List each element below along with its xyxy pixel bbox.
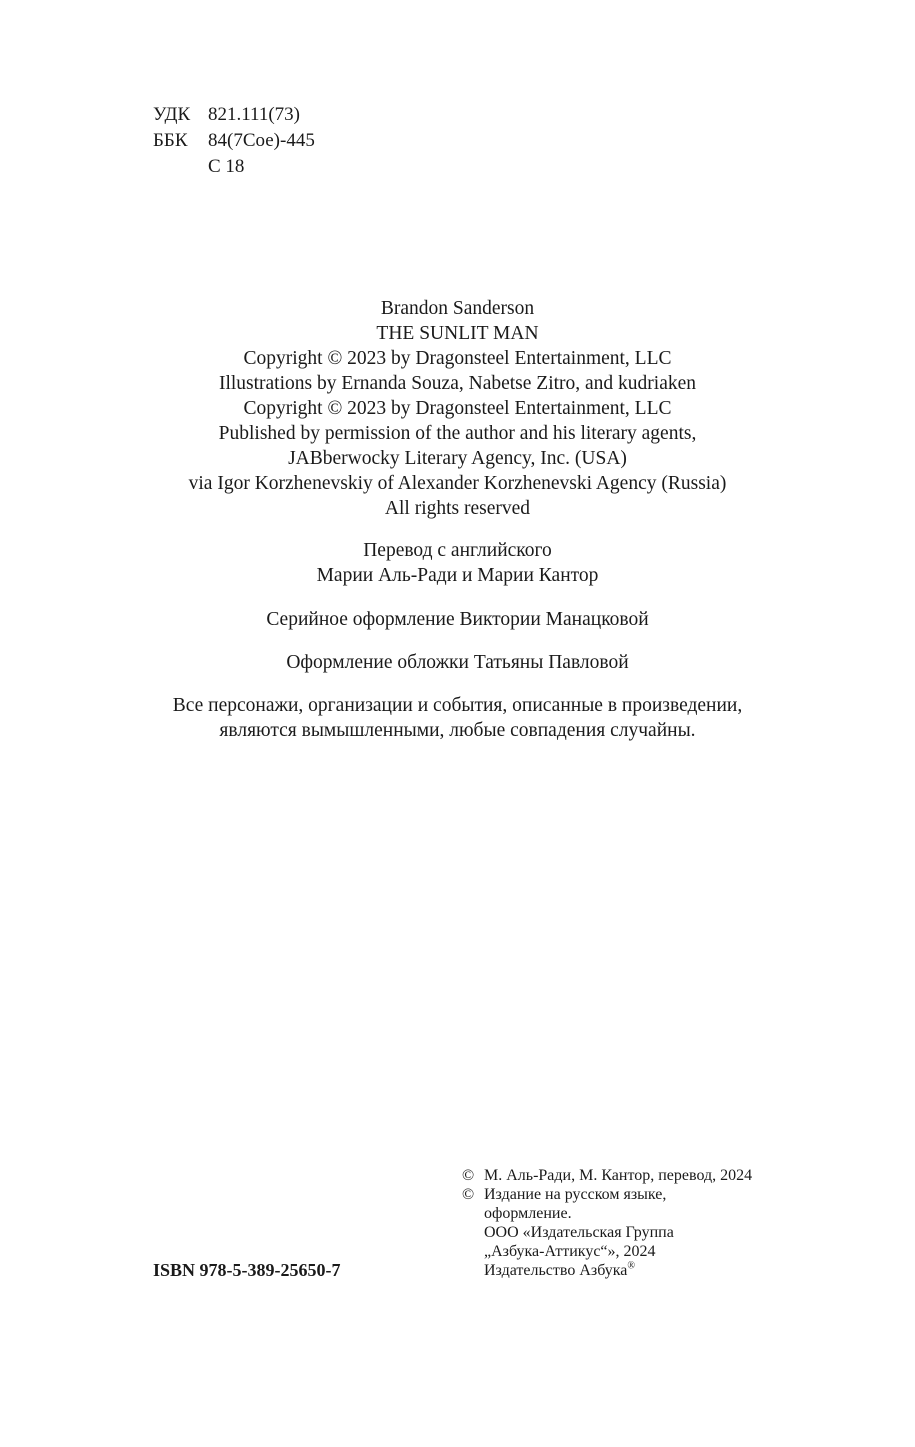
series-design-line: Серийное оформление Виктории Манацковой xyxy=(266,609,649,630)
rights-translation-text: М. Аль-Ради, М. Кантор, перевод, 2024 xyxy=(484,1167,753,1184)
isbn: ISBN 978-5-389-25650-7 xyxy=(153,1260,341,1280)
copyright-symbol: © xyxy=(462,1167,475,1184)
disclaimer-line: являются вымышленными, любые совпадения случайны. xyxy=(219,720,696,741)
udk-value: 821.111(73) xyxy=(208,104,300,125)
copyright-line: Copyright © 2023 by Dragonsteel Entertainment, LLC xyxy=(243,348,672,369)
copyright-line: All rights reserved xyxy=(384,498,531,519)
copyright-line: JABberwocky Literary Agency, Inc. (USA) xyxy=(288,448,627,469)
udk-label: УДК xyxy=(153,104,191,125)
copyright-line: Copyright © 2023 by Dragonsteel Entertainment, LLC xyxy=(243,398,672,419)
copyright-line: via Igor Korzhenevskiy of Alexander Korzhenevski Agency (Russia) xyxy=(188,473,727,494)
rights-edition-text: Издание на русском языке, xyxy=(484,1186,667,1203)
copyright-line: Brandon Sanderson xyxy=(380,298,535,319)
disclaimer-line: Все персонажи, организации и события, описанные в произведении, xyxy=(172,695,743,716)
copyright-line: Published by permission of the author and his literary agents, xyxy=(218,423,697,444)
rights-edition-cont: ООО «Издательская Группа xyxy=(484,1224,674,1241)
translation-line: Перевод с английского xyxy=(363,540,552,561)
bbk-row xyxy=(153,128,315,154)
classification-block xyxy=(153,102,315,180)
registered-mark: ® xyxy=(627,1260,635,1272)
cover-design-credit xyxy=(0,650,915,675)
author-mark: С 18 xyxy=(208,156,245,177)
publisher-line xyxy=(462,1261,882,1280)
rights-edition-row xyxy=(462,1185,882,1204)
cover-design-line: Оформление обложки Татьяны Павловой xyxy=(286,652,629,673)
udk-row xyxy=(153,102,315,128)
rights-translation-row xyxy=(462,1166,882,1185)
translation-credit xyxy=(0,538,915,588)
publisher-name: Издательство Азбука xyxy=(484,1262,628,1279)
copyright-line: Illustrations by Ernanda Souza, Nabetse Zitro, and kudriaken xyxy=(218,373,697,394)
copyright-block xyxy=(0,296,915,521)
bbk-label: ББК xyxy=(153,130,188,151)
copyright-line: THE SUNLIT MAN xyxy=(376,323,539,344)
disclaimer xyxy=(0,693,915,743)
rights-edition-cont: оформление. xyxy=(484,1205,572,1222)
rights-edition-cont: „Азбука-Аттикус“», 2024 xyxy=(484,1243,656,1260)
series-design-credit xyxy=(0,607,915,632)
bbk-value: 84(7Сое)-445 xyxy=(208,130,315,151)
rights-block xyxy=(462,1166,882,1280)
translation-line: Марии Аль-Ради и Марии Кантор xyxy=(316,565,599,586)
copyright-symbol: © xyxy=(462,1186,475,1203)
